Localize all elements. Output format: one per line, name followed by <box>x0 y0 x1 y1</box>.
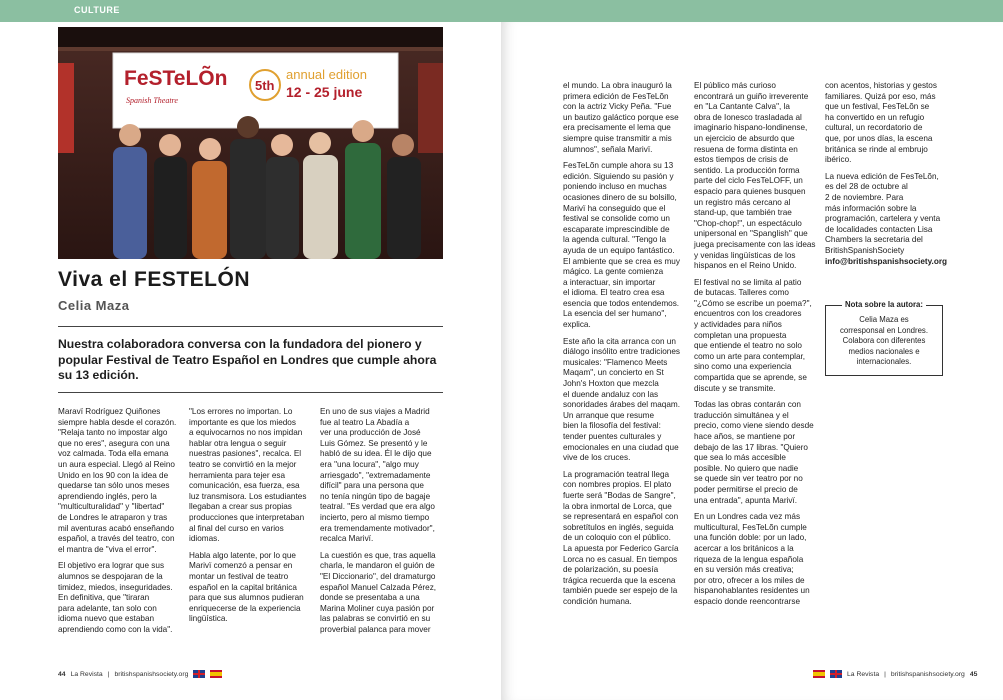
paragraph: En uno de sus viajes a Madrid fue al teatro La Abadía a ver una producción de José Luis Gómez. Se presentó y le habló de su idea. Él le dijo que era "una locura", "algo muy arriesgado", "extremadamente difícil" para una persona que no tenía ningún tipo de bagaje teatral. "Es verdad que era algo incierto, pero al mismo tiempo era tremendamente motivador", recalca Marivï. <box>320 407 435 544</box>
column-2 <box>189 407 311 631</box>
paragraph: Todas las obras contarán con traducción simultánea y el precio, como viene siendo desde hace años, se mantiene por debajo de las 17 libras. "Quiero que sea lo más accesible posible. No quiero que nadie se quede sin ver teatro por no poder permitirse el precio de una entrada", apunta Marivï. <box>694 400 814 505</box>
footer-left <box>58 670 222 678</box>
column-4 <box>563 81 687 614</box>
website: britishspanishsociety.org <box>114 670 189 678</box>
paragraph: La programación teatral llega con nombres propios. El plato fuerte será "Bodas de Sangre", la obra inmortal de Lorca, que se representará en español con sobretítulos en inglés, seguida de un coloquio con el público. La apuesta por Federico García Lorca no es casual. En tiempos de polarización, su poesía trágica recuerda que la escena también puede ser espejo de la condición humana. <box>563 469 679 606</box>
banner-dates: 12 - 25 june <box>286 84 363 100</box>
author-note-title <box>825 300 943 310</box>
page-number-left: 44 <box>58 670 66 678</box>
section-band <box>0 0 1003 22</box>
paragraph: Habla algo latente, por lo que Marivï comenzó a pensar en montar un festival de teatro español en la capital británica para que sus alumnos pudieran enriquecerse de la experiencia lingüística. <box>189 550 304 624</box>
paragraph: con acentos, historias y gestos familiares. Quizá por eso, más que un festival, FesTeLõn se ha convertido en un refugio cultural, un recordatorio de que, por unos días, la escena británica se rinde al embrujo ibérico. <box>825 81 937 165</box>
paragraph: El festival no se limita al patio de butacas. Talleres como "¿Cómo se escribe un poema?", encuentros con los creadores y actividades para niños completan una propuesta que entiende el teatro no solo como un arte para contemplar, sino como una experiencia compartida que se aprende, se discute y se transmite. <box>694 277 812 393</box>
divider-bottom <box>58 392 443 393</box>
column-3 <box>320 407 444 641</box>
paragraph: La cuestión es que, tras aquella charla, le mandaron el guión de "El Diccionario", del dramaturgo español Manuel Calzada Pérez, donde se presentaba a una Marina Moliner cuya pasión por las palabras se convirtió en su proverbial palanca para mover <box>320 550 437 634</box>
author-note-text: Celia Maza es corresponsal en Londres. Colabora con diferentes medios nacionales e internacionales. <box>825 305 943 376</box>
separator: | <box>884 670 886 678</box>
author-note-box <box>825 300 943 376</box>
article-byline: Celia Maza <box>58 298 130 313</box>
edition-number: 5th <box>255 78 275 93</box>
spain-flag-icon <box>813 670 825 678</box>
website: britishspanishsociety.org <box>890 670 965 678</box>
paragraph: Maravï Rodríguez Quiñones siempre habla desde el corazón. "Relaja tanto no impostar algo que no eres", asegura con una voz calmada. Toda ella emana un aura especial. Llegó al Reino Unido en los 90 con la idea de quedarse tan sólo unos meses aprendiendo inglés, pero la "multiculturalidad" y "libertad" de Londres le atraparon y tras mil aventuras acabó enseñando español, a través del teatro, con el mantra de "viva el error". <box>58 407 177 554</box>
paragraph: La nueva edición de FesTeLõn, es del 28 de octubre al 2 de noviembre. Para más información sobre la programación, cartelera y venta de localidades contacten Lisa Chambers la secretaria del BritishSpanishSociety <box>825 171 941 255</box>
banner-sub: Spanish Theatre <box>126 96 178 105</box>
magazine-name: La Revista <box>847 670 880 678</box>
footer-right <box>813 670 977 678</box>
red-curtain <box>58 63 74 153</box>
column-1 <box>58 407 180 641</box>
paragraph: Este año la cita arranca con un diálogo insólito entre tradiciones musicales: "Flamenco Meets Maqam", un concierto en St John's Hoxton que mezcla el duende andaluz con las sonoridades árabes del maqam. Un arranque que resume bien la filosofía del festival: tender puentes culturales y emocionales en una ciudad que vive de los cruces. <box>563 336 680 463</box>
magazine-name: La Revista <box>70 670 103 678</box>
spain-flag-icon <box>210 670 222 678</box>
article-photo <box>58 27 443 259</box>
paragraph: el mundo. La obra inauguró la primera edición de FesTeLõn con la actriz Vicky Peña. "Fue un bautizo galáctico porque ese era precisamente el lema que siempre quise transmitir a mis alumnos", señala Marivï. <box>563 81 679 154</box>
edition-text: annual edition <box>286 67 367 82</box>
divider-top <box>58 326 443 327</box>
column-6 <box>825 81 950 273</box>
paragraph: El público más curioso encontrará un guiño irreverente en "La Cantante Calva", la obra de Ionesco trasladada al imaginario hispano-londinense, un ejercicio de absurdo que resuena de forma distinta en estos tiempos de crisis de sentido. La producción forma parte del ciclo FesTeLOFF, un espacio para quienes busquen un registro más cercano al stand-up, que también trae "Chop-chop!", un espectáculo unipersonal en "Spanglish" que juega precisamente con las ideas y venidas lingüísticas de los hispanos en el Reino Unido. <box>694 81 816 271</box>
contact-email: info@britishspanishsociety.org <box>825 256 948 266</box>
separator: | <box>107 670 110 678</box>
paragraph: FesTeLõn cumple ahora su 13 edición. Siguiendo su pasión y poniendo incluso en muchas ocasiones dinero de su bolsillo, Marivï ha conseguido que el festival se consolide como un escaparate imprescindible de la agenda cultural. "Tengo la ayuda de un equipo fantástico. El ambiente que se crea es muy mágico. La gente comienza a interactuar, sin importar el idioma. El teatro crea esa esencia que todos entendemos. La esencia del ser humano", explica. <box>563 161 680 330</box>
banner-logo: FeSTeLÕn <box>124 67 228 90</box>
uk-flag-icon <box>830 670 842 678</box>
photo-illustration <box>58 27 443 259</box>
uk-flag-icon <box>193 670 205 678</box>
paragraph: En un Londres cada vez más multicultural, FesTeLõn cumple una función doble: por un lado, acercar a los británicos a la riqueza de la lengua española en su versión más creativa; por otro, ofrecer a los miles de hispanohablantes residentes un espacio donde reencontrarse <box>694 512 810 606</box>
article-standfirst: Nuestra colaboradora conversa con la fundadora del pionero y popular Festival de Teatro Español en Londres que cumple ahora su 13 edición. <box>58 337 437 382</box>
paragraph: El objetivo era lograr que sus alumnos se despojaran de la timidez, miedos, inseguridades. En definitiva, que "tiraran para adelante, tan solo con idioma nuevo que estaban aprendiendo como con la vida". <box>58 561 173 634</box>
article-headline: Viva el FESTELÓN <box>58 268 251 291</box>
section-label: CULTURE <box>74 5 120 15</box>
column-5 <box>694 81 818 614</box>
paragraph: "Los errores no importan. Lo importante es que los miedos a equivocarnos no nos impidan hablar otra lengua o seguir nuestras pasiones", recalca. El teatro se convirtió en la mejor herramienta para tejer esa comunicación, esa fuerza, esa luz transmisora. Los estudiantes llegaban a crear sus propias producciones que interpretaban al final del curso en varios idiomas. <box>189 407 307 544</box>
author-note-title-text: Nota sobre la autora: <box>842 300 926 309</box>
page-number-right: 45 <box>969 670 978 678</box>
